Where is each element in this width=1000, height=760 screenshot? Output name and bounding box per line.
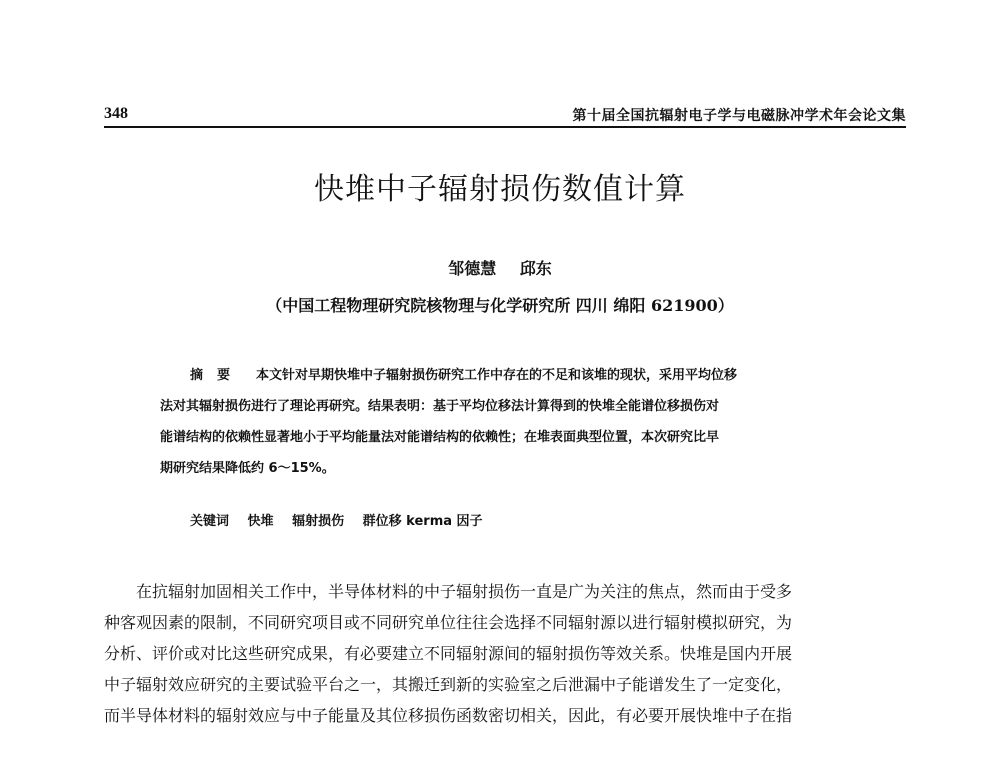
keyword-item: 群位移 kerma 因子 xyxy=(362,514,483,529)
body-line: 分析、评价或对比这些研究成果，有必要建立不同辐射源间的辐射损伤等效关系。快堆是国内开展 xyxy=(104,644,793,663)
keywords xyxy=(190,510,497,529)
page-header xyxy=(104,100,906,128)
affiliation: （中国工程物理研究院核物理与化学研究所 四川 绵阳 621900） xyxy=(266,296,734,315)
abstract-line: 期研究结果降低约 6～15%。 xyxy=(160,461,335,476)
paper-title: 快堆中子辐射损伤数值计算 xyxy=(314,172,686,207)
body-line: 在抗辐射加固相关工作中，半导体材料的中子辐射损伤一直是广为关注的焦点，然而由于受多 xyxy=(136,582,793,601)
body-line: 种客观因素的限制，不同研究项目或不同研究单位往往会选择不同辐射源以进行辐射模拟研究，为 xyxy=(104,613,793,632)
keyword-item: 辐射损伤 xyxy=(292,514,345,529)
page-number: 348 xyxy=(104,105,128,122)
body-line: 而半导体材料的辐射效应与中子能量及其位移损伤函数密切相关，因此，有必要开展快堆中子在指 xyxy=(104,706,793,725)
running-title: 第十届全国抗辐射电子学与电磁脉冲学术年会论文集 xyxy=(572,108,906,124)
abstract-line: 法对其辐射损伤进行了理论再研究。结果表明：基于平均位移法计算得到的快堆全能谱位移损伤对 xyxy=(160,399,720,414)
abstract-label: 摘要 xyxy=(190,368,245,383)
body-line: 中子辐射效应研究的主要试验平台之一，其搬迁到新的实验室之后泄漏中子能谱发生了一定变化， xyxy=(104,675,793,694)
keywords-label: 关键词 xyxy=(190,514,230,529)
abstract-line xyxy=(160,360,848,391)
authors: 邹德慧 邱东 xyxy=(448,259,552,278)
abstract xyxy=(160,360,848,484)
keyword-item: 快堆 xyxy=(247,514,274,529)
abstract-text: 本文针对早期快堆中子辐射损伤研究工作中存在的不足和该堆的现状，采用平均位移 xyxy=(256,368,738,383)
body-paragraph xyxy=(104,576,906,731)
abstract-line: 能谱结构的依赖性显著地小于平均能量法对能谱结构的依赖性；在堆表面典型位置，本次研究比早 xyxy=(160,430,720,445)
